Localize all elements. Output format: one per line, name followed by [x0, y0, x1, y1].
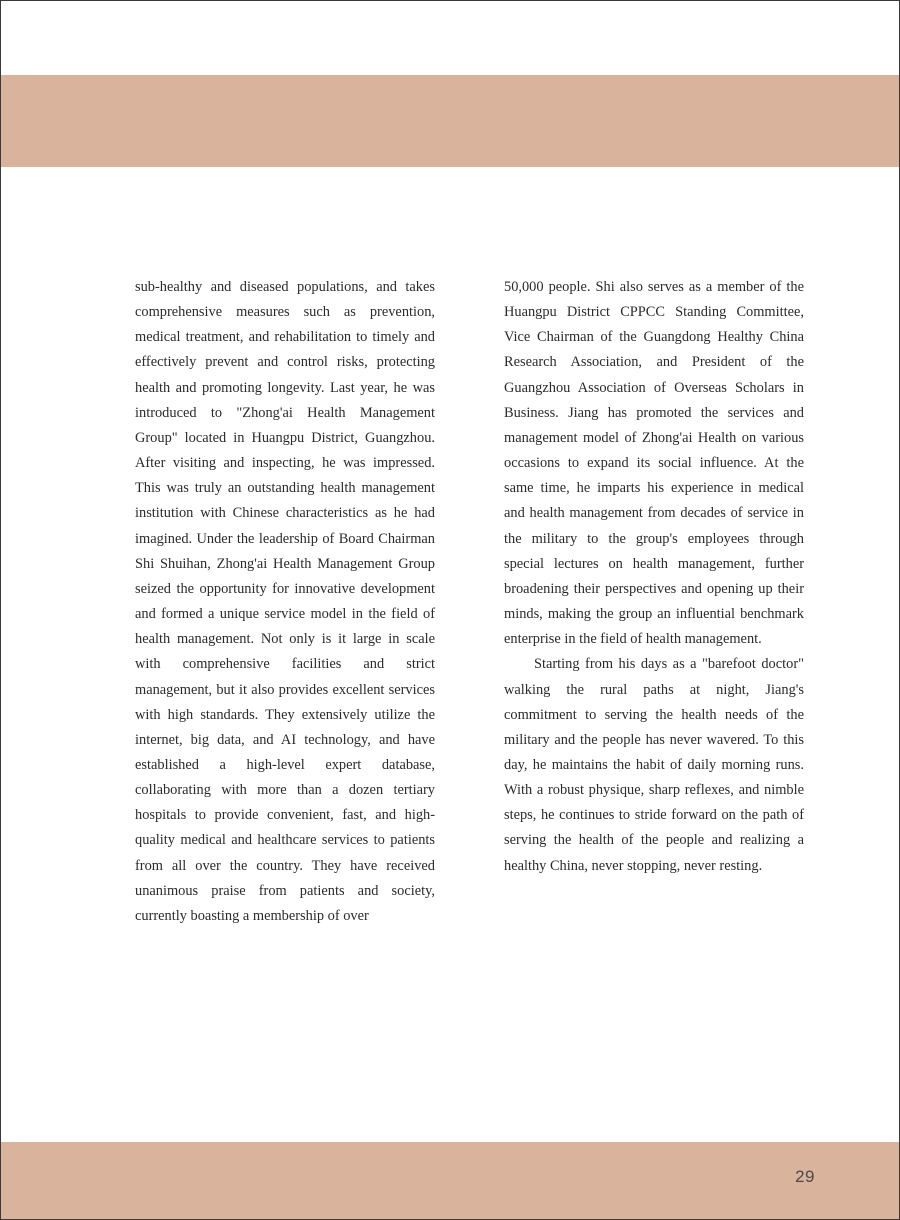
page-number: 29	[795, 1167, 815, 1186]
footer-color-band	[1, 1142, 899, 1220]
article-paragraph: Starting from his days as a "barefoot doctor" walking the rural paths at night, Jiang's commitment to serving the health needs of the military and the people has never wavered. To this day, he maintains the habit of daily morning runs. With a robust physique, sharp reflexes, and nimble steps, he continues to stride forward on the path of serving the health of the people and realizing a healthy China, never stopping, never resting.	[504, 656, 804, 874]
article-column-right	[504, 275, 804, 879]
article-column-left	[135, 275, 435, 929]
article-paragraph: 50,000 people. Shi also serves as a member of the Huangpu District CPPCC Standing Committee, Vice Chairman of the Guangdong Healthy China Research Association, and President of the Guangzhou Association of Overseas Scholars in Business. Jiang has promoted the services and management model of Zhong'ai Health on various occasions to expand its social influence. At the same time, he imparts his experience in medical and health management from decades of service in the military to the group's employees through special lectures on health management, further broadening their perspectives and opening up their minds, making the group an influential benchmark enterprise in the field of health management.	[504, 279, 804, 648]
article-paragraph: sub-healthy and diseased populations, and takes comprehensive measures such as prevention, medical treatment, and rehabilitation to timely and effectively prevent and control risks, protecting health and promoting longevity. Last year, he was introduced to "Zhong'ai Health Management Group" located in Huangpu District, Guangzhou. After visiting and inspecting, he was impressed. This was truly an outstanding health management institution with Chinese characteristics as he had imagined. Under the leadership of Board Chairman Shi Shuihan, Zhong'ai Health Management Group seized the opportunity for innovative development and formed a unique service model in the field of health management. Not only is it large in scale with comprehensive facilities and strict management, but it also provides excellent services with high standards. They extensively utilize the internet, big data, and AI technology, and have established a high-level expert database, collaborating with more than a dozen tertiary hospitals to provide convenient, fast, and high-quality medical and healthcare services to patients from all over the country. They have received unanimous praise from patients and society, currently boasting a membership of over	[135, 279, 435, 924]
header-color-band	[1, 75, 899, 167]
